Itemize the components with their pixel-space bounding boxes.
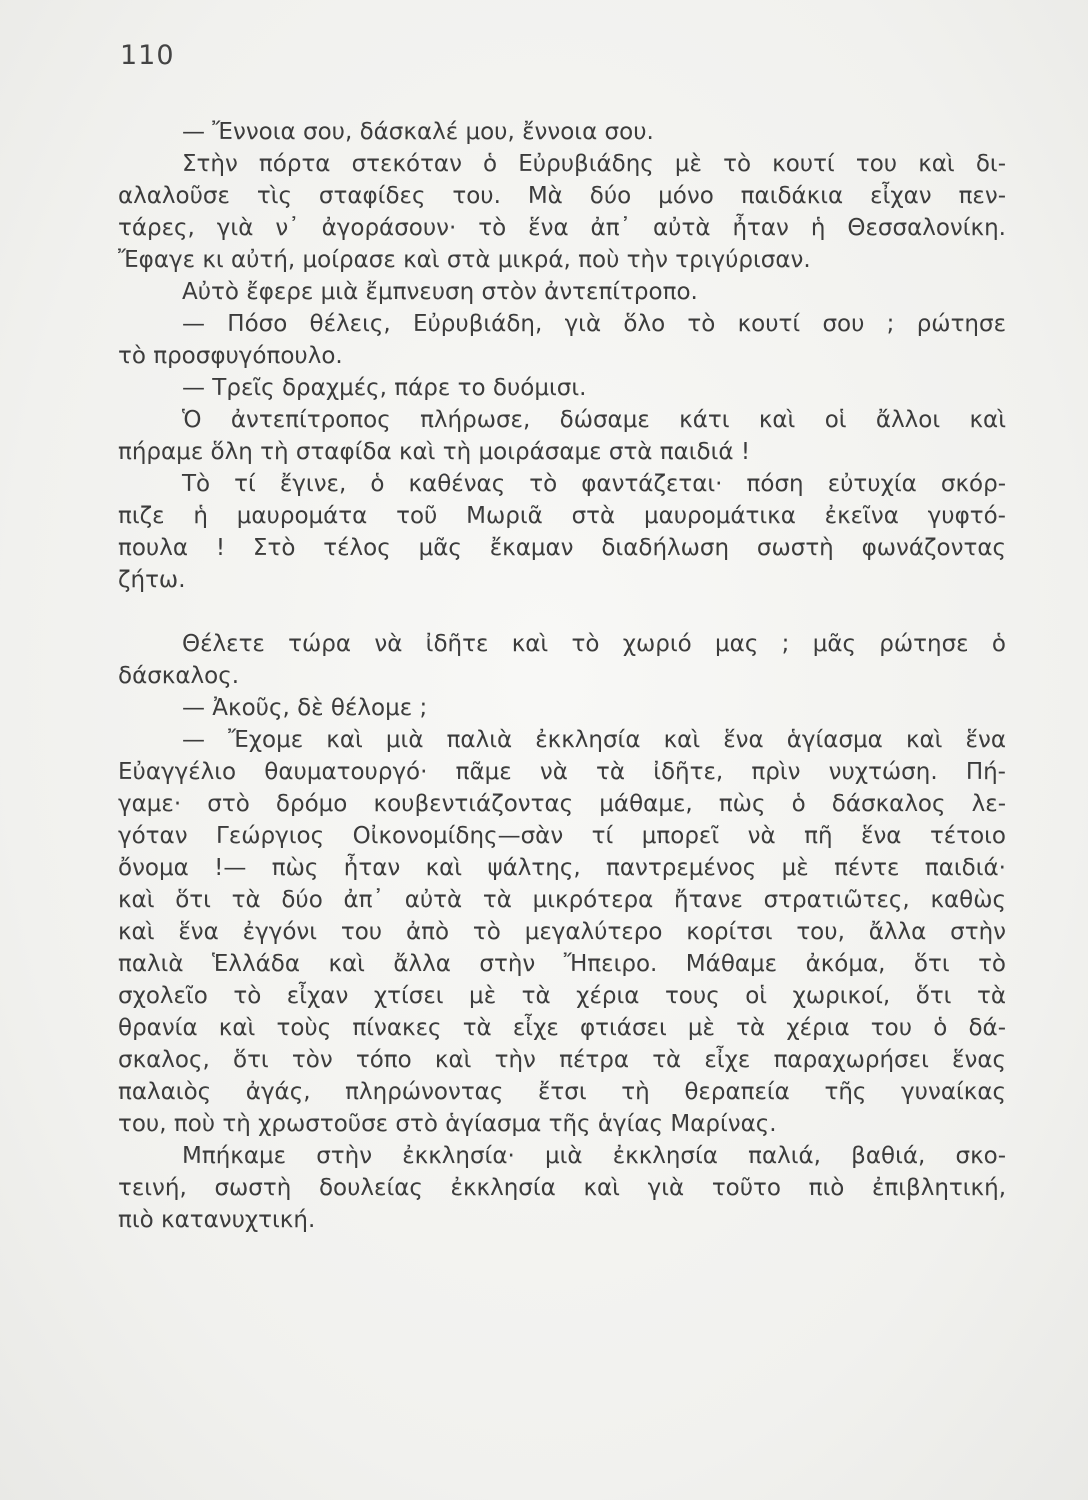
text-line: αλαλοῦσε τὶς σταφίδες του. Μὰ δύο μόνο παιδάκια εἶχαν πεν- xyxy=(118,183,1006,209)
text-line: πουλα ! Στὸ τέλος μᾶς ἔκαμαν διαδήλωση σωστὴ φωνάζοντας xyxy=(118,535,1006,561)
text-line: Αὐτὸ ἔφερε μιὰ ἔμπνευση στὸν ἀντεπίτροπο. xyxy=(182,279,698,305)
text-line: τεινή, σωστὴ δουλείας ἐκκλησία καὶ γιὰ τοῦτο πιὸ ἐπιβλητική, xyxy=(118,1175,1006,1201)
text-line: καὶ ὅτι τὰ δύο ἀπ᾽ αὐτὰ τὰ μικρότερα ἤτανε στρατιῶτες, καθὼς xyxy=(118,887,1006,913)
text-line: Τὸ τί ἔγινε, ὁ καθένας τὸ φαντάζεται· πόση εὐτυχία σκόρ- xyxy=(182,471,1006,497)
text-line: — Ἔχομε καὶ μιὰ παλιὰ ἐκκλησία καὶ ἕνα ἁγίασμα καὶ ἕνα xyxy=(182,727,1006,753)
text-line: ζήτω. xyxy=(118,567,186,593)
text-line: πιὸ κατανυχτική. xyxy=(118,1207,316,1233)
text-line: Μπήκαμε στὴν ἐκκλησία· μιὰ ἐκκλησία παλιά, βαθιά, σκο- xyxy=(182,1143,1006,1169)
text-line: γαμε· στὸ δρόμο κουβεντιάζοντας μάθαμε, πὼς ὁ δάσκαλος λε- xyxy=(118,791,1006,817)
body-text xyxy=(118,116,1006,1236)
text-line: Θέλετε τώρα νὰ ἰδῆτε καὶ τὸ χωριό μας ; μᾶς ρώτησε ὁ xyxy=(182,631,1006,657)
text-line: πιζε ἡ μαυρομάτα τοῦ Μωριᾶ στὰ μαυρομάτικα ἐκεῖνα γυφτό- xyxy=(118,503,1006,529)
text-line: καὶ ἕνα ἐγγόνι του ἀπὸ τὸ μεγαλύτερο κορίτσι του, ἄλλα στὴν xyxy=(118,919,1006,945)
text-line: Ὁ ἀντεπίτροπος πλήρωσε, δώσαμε κάτι καὶ οἱ ἄλλοι καὶ xyxy=(182,407,1006,433)
text-line: παλιὰ Ἑλλάδα καὶ ἄλλα στὴν Ἤπειρο. Μάθαμε ἀκόμα, ὅτι τὸ xyxy=(118,951,1006,977)
text-line: Εὐαγγέλιο θαυματουργό· πᾶμε νὰ τὰ ἰδῆτε, πρὶν νυχτώση. Πή- xyxy=(118,759,1006,785)
text-line: σχολεῖο τὸ εἶχαν χτίσει μὲ τὰ χέρια τους οἱ χωρικοί, ὅτι τὰ xyxy=(118,983,1006,1009)
paragraph-gap xyxy=(118,596,1006,628)
text-line: του, ποὺ τὴ χρωστοῦσε στὸ ἁγίασμα τῆς ἁγίας Μαρίνας. xyxy=(118,1111,777,1137)
text-line: τὸ προσφυγόπουλο. xyxy=(118,343,343,369)
text-line: παλαιὸς ἀγάς, πληρώνοντας ἔτσι τὴ θεραπεία τῆς γυναίκας xyxy=(118,1079,1006,1105)
text-line: ὄνομα !— πὼς ἦταν καὶ ψάλτης, παντρεμένος μὲ πέντε παιδιά· xyxy=(118,855,1006,881)
text-line: Ἔφαγε κι αὐτή, μοίρασε καὶ στὰ μικρά, ποὺ τὴν τριγύρισαν. xyxy=(118,247,811,273)
page-number: 110 xyxy=(120,40,175,71)
text-line: Στὴν πόρτα στεκόταν ὁ Εὐρυβιάδης μὲ τὸ κουτί του καὶ δι- xyxy=(182,151,1006,177)
text-line: δάσκαλος. xyxy=(118,663,240,689)
text-line: — Πόσο θέλεις, Εὐρυβιάδη, γιὰ ὅλο τὸ κουτί σου ; ρώτησε xyxy=(182,311,1006,337)
text-line: — Ἔννοια σου, δάσκαλέ μου, ἔννοια σου. xyxy=(182,119,654,145)
text-line: πήραμε ὅλη τὴ σταφίδα καὶ τὴ μοιράσαμε στὰ παιδιά ! xyxy=(118,439,751,465)
text-line: τάρες, γιὰ ν᾽ ἀγοράσουν· τὸ ἕνα ἀπ᾽ αὐτὰ ἦταν ἡ Θεσσαλονίκη. xyxy=(118,215,1006,241)
text-line: — Τρεῖς δραχμές, πάρε το δυόμισι. xyxy=(182,375,587,401)
text-line: θρανία καὶ τοὺς πίνακες τὰ εἶχε φτιάσει μὲ τὰ χέρια του ὁ δά- xyxy=(118,1015,1006,1041)
text-line: γόταν Γεώργιος Οἰκονομίδης—σὰν τί μπορεῖ νὰ πῆ ἕνα τέτοιο xyxy=(118,823,1006,849)
text-line: — Ἀκοῦς, δὲ θέλομε ; xyxy=(182,695,428,721)
text-line: σκαλος, ὅτι τὸν τόπο καὶ τὴν πέτρα τὰ εἶχε παραχωρήσει ἕνας xyxy=(118,1047,1006,1073)
